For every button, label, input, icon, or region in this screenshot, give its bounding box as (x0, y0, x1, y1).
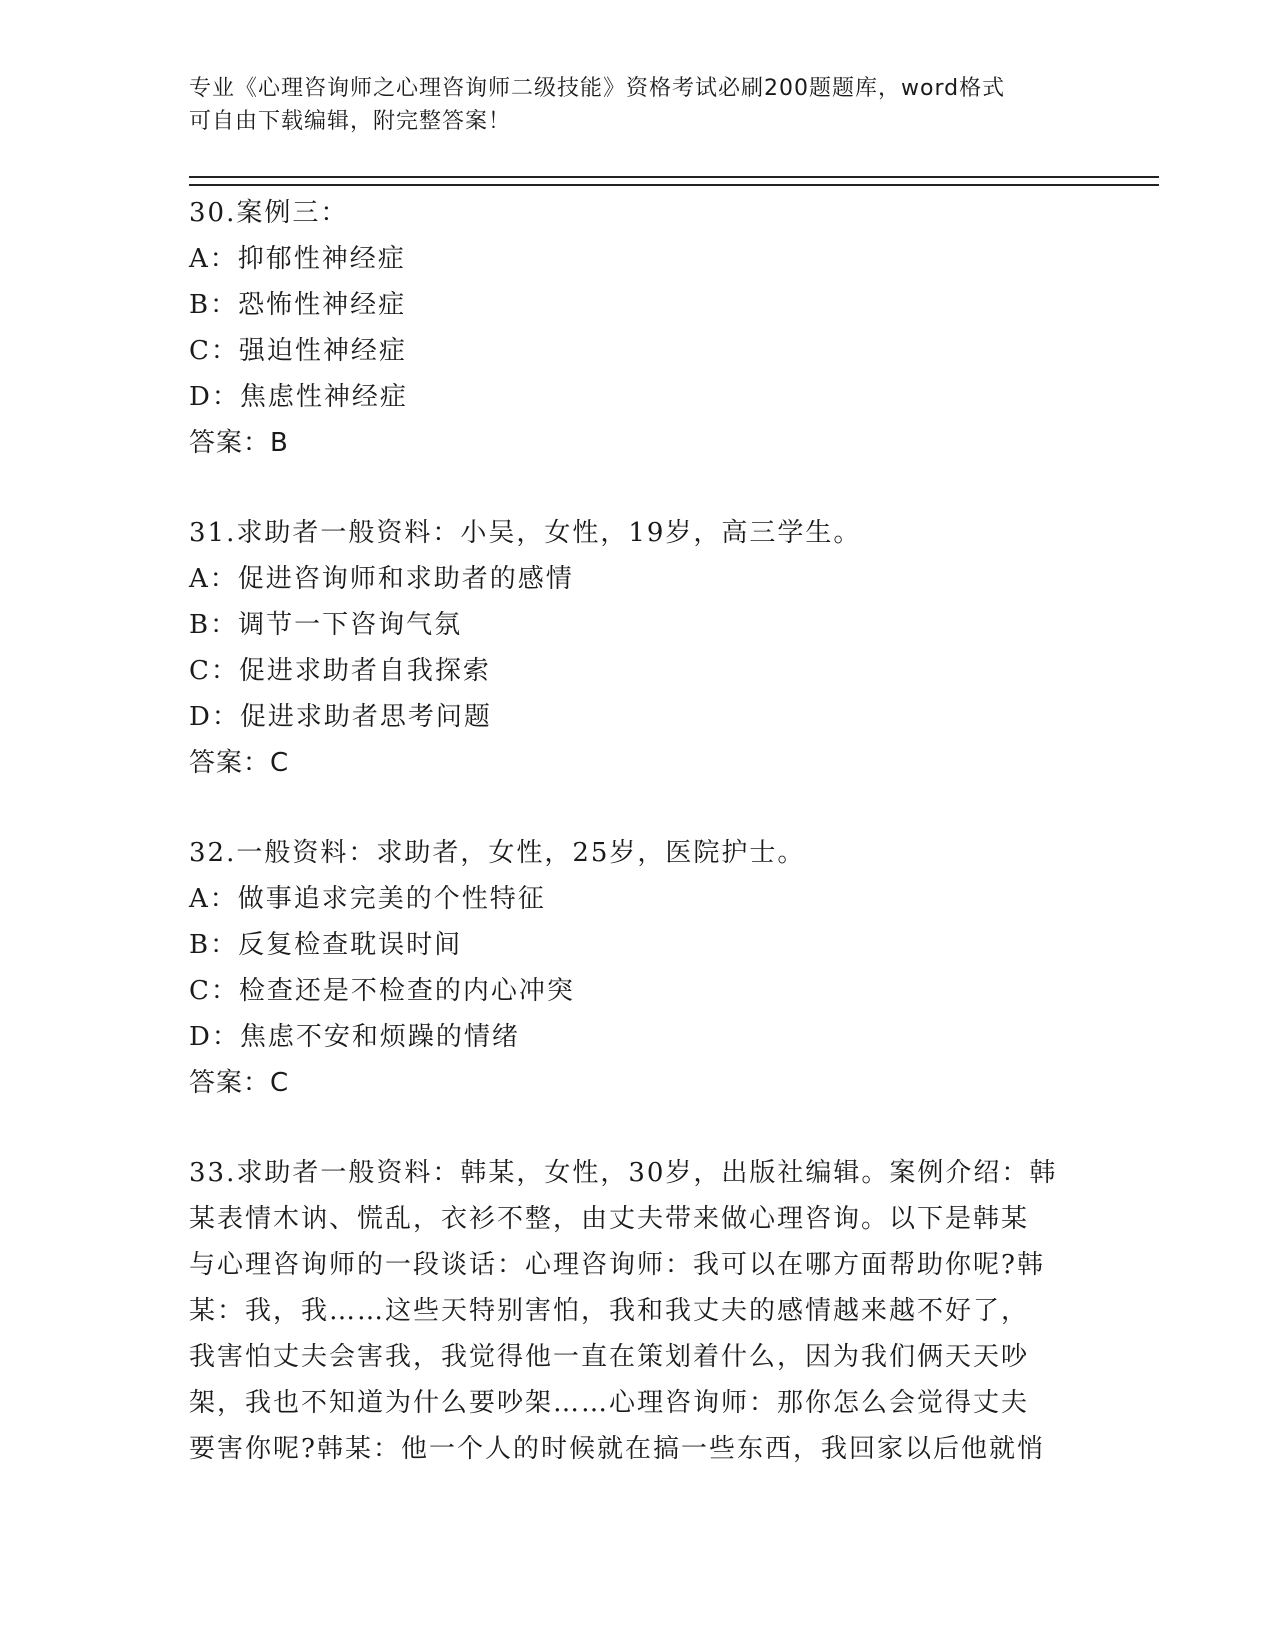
paragraph-line-7: 要害你呢?韩某：他一个人的时候就在搞一些东西，我回家以后他就悄 (189, 1434, 1045, 1464)
paragraph-line-2: 某表情木讷、慌乱，衣衫不整，由丈夫带来做心理咨询。以下是韩某 (189, 1204, 1030, 1234)
header-line-2: 可自由下载编辑，附完整答案！ (189, 109, 512, 134)
question-stem: 31.求助者一般资料：小吴，女性，19岁，高三学生。 (189, 518, 862, 548)
option-a: A：抑郁性神经症 (189, 244, 406, 274)
question-32 (189, 830, 1089, 1106)
question-list (189, 190, 1089, 1516)
question-30 (189, 190, 1089, 466)
paragraph-line-4: 某：我，我……这些天特别害怕，我和我丈夫的感情越来越不好了， (189, 1296, 1030, 1326)
question-31 (189, 510, 1089, 786)
header-line-1: 专业《心理咨询师之心理咨询师二级技能》资格考试必刷200题题库，word格式 (189, 76, 1006, 101)
paragraph-line-5: 我害怕丈夫会害我，我觉得他一直在策划着什么，因为我们俩天天吵 (189, 1342, 1030, 1372)
answer-label: 答案：B (189, 428, 289, 458)
question-33 (189, 1150, 1089, 1472)
header-divider (189, 176, 1159, 186)
option-d: D：焦虑性神经症 (189, 382, 408, 412)
option-b: B：恐怖性神经症 (189, 290, 407, 320)
document-header (189, 72, 1069, 138)
option-d: D：促进求助者思考问题 (189, 702, 492, 732)
question-stem: 32.一般资料：求助者，女性，25岁，医院护士。 (189, 838, 806, 868)
option-c: C：检查还是不检查的内心冲突 (189, 976, 575, 1006)
option-b: B：反复检查耽误时间 (189, 930, 463, 960)
answer-label: 答案：C (189, 1068, 290, 1098)
option-b: B：调节一下咨询气氛 (189, 610, 463, 640)
answer-label: 答案：C (189, 748, 290, 778)
paragraph-line-1: 33.求助者一般资料：韩某，女性，30岁，出版社编辑。案例介绍：韩 (189, 1158, 1058, 1188)
option-c: C：强迫性神经症 (189, 336, 407, 366)
paragraph-line-3: 与心理咨询师的一段谈话：心理咨询师：我可以在哪方面帮助你呢?韩 (189, 1250, 1045, 1280)
option-a: A：做事追求完美的个性特征 (189, 884, 546, 914)
option-c: C：促进求助者自我探索 (189, 656, 491, 686)
paragraph-line-6: 架，我也不知道为什么要吵架……心理咨询师：那你怎么会觉得丈夫 (189, 1388, 1030, 1418)
question-stem: 30.案例三： (189, 198, 349, 228)
option-a: A：促进咨询师和求助者的感情 (189, 564, 574, 594)
option-d: D：焦虑不安和烦躁的情绪 (189, 1022, 520, 1052)
